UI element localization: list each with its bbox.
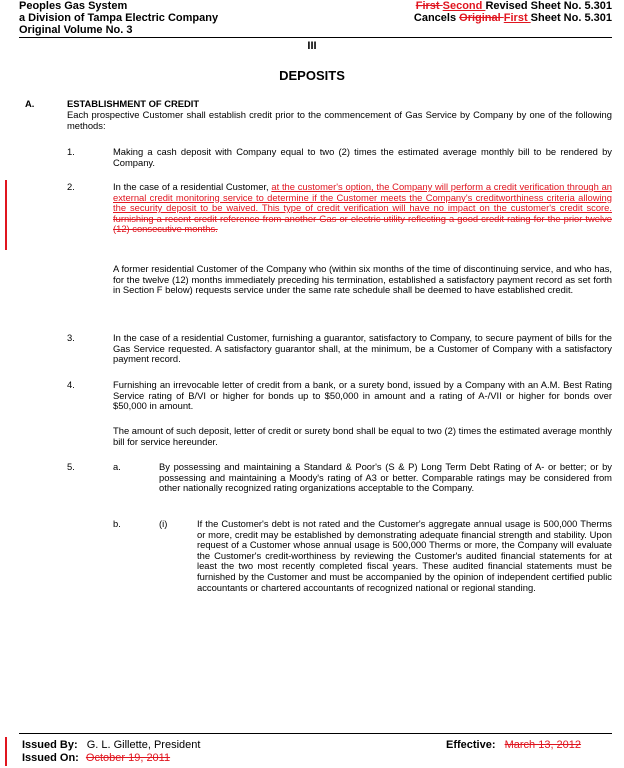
sheet-header <box>330 0 612 24</box>
item-2-former-customer: A former residential Customer of the Company who (within six months of the time of discontinuing service, and who has, for the twelve (12) months immediately preceding his termination, established a satisfactory payment record as set forth in Section F below) requests service under the same rate schedule shall be deemed to have established credit. <box>113 263 612 296</box>
deleted-text: March 13, 2012 <box>504 739 582 751</box>
revision-bar <box>5 737 7 766</box>
item-3-text: In the case of a residential Customer, furnishing a guarantor, satisfactory to Company, to secure payment of bills for the Gas Service requested. A satisfactory guarantor shall, at the minimum, be a Customer of Company with a satisfactory payment record. <box>113 332 612 365</box>
revision-bar <box>5 180 7 250</box>
revised-sheet-line: First Second Revised Sheet No. 5.301 <box>415 0 612 12</box>
subitem-label: a. <box>113 461 121 472</box>
section-roman: III <box>307 40 317 52</box>
item-2-text: In the case of a residential Customer, at the customer's option, the Company will perform a credit verification through an external credit monitoring service to determine if the Customer meets the Company's creditworthiness criteria allowing the security deposit to be waived. This type of credit verification will have no impact on the customer's credit score. furnishing a recent credit reference from another Gas or electric utility reflecting a good credit rating for the prior twelve (12) consecutive months. <box>113 181 613 235</box>
header-rule <box>19 37 612 38</box>
inserted-text: Second <box>442 0 486 12</box>
subitem-label: b. <box>113 518 121 529</box>
section-letter: A. <box>25 98 35 109</box>
company-division: a Division of Tampa Electric Company <box>19 12 219 24</box>
item-number: 1. <box>67 146 75 157</box>
company-name: Peoples Gas System <box>19 0 128 12</box>
inserted-text: at the customer's option, the Company will perform a credit verification through an external credit monitoring service to determine if the Customer meets the Company's creditworthiness criteria allowing the security deposit to be waived. This type of credit verification will have no impact on the customer's credit score. <box>113 181 613 214</box>
inserted-text: First <box>503 12 531 24</box>
item-number: 2. <box>67 181 75 192</box>
item-number: 3. <box>67 332 75 343</box>
deleted-text: October 19, 2011 <box>85 752 171 764</box>
item-5b-text: If the Customer's debt is not rated and the Customer's aggregate annual usage is 500,000 Therms or more, credit may be established by demonstrating adequate financial strength and stability. Upon request of a Customer whose annual usage is 500,000 Therms or more, the Company will evaluate the Customer's credit-worthiness by reviewing the Customer's audited financial statements for at least the two most recently completed fiscal years. These audited financial statements must be furnished by the Customer and must be accompanied by the opinion of independent certified public accountants or chartered accountants of recognized national or regional standing. <box>197 518 612 593</box>
page-title: DEPOSITS <box>279 68 345 83</box>
item-number: 5. <box>67 461 75 472</box>
company-header <box>19 0 299 36</box>
footer-rule <box>19 733 612 734</box>
section-heading: ESTABLISHMENT OF CREDIT <box>67 98 200 109</box>
item-number: 4. <box>67 379 75 390</box>
deleted-text: First <box>415 0 443 12</box>
deleted-text: Original <box>459 12 504 24</box>
item-5a-text: By possessing and maintaining a Standard & Poor's (S & P) Long Term Debt Rating of A- or better; or by possessing and maintaining a Moody's rating of A3 or better. Comparable ratings may be considered from other nationally recognized rating organizations acceptable to the Company. <box>159 461 612 494</box>
deleted-text: furnishing a recent credit reference from another Gas or electric utility reflecting a good credit rating for the prior twelve (12) consecutive months. <box>113 212 612 235</box>
item-4-text: Furnishing an irrevocable letter of credit from a bank, or a surety bond, issued by a Company with an A.M. Best Rating Service rating of B/VI or higher for bonds up to $50,000 in amount and a rating of A-/VII or higher for bonds over $50,000 in amount. <box>113 379 612 412</box>
cancels-sheet-line: Cancels Original First Sheet No. 5.301 <box>413 12 612 24</box>
issued-by: Issued By: G. L. Gillette, President <box>22 739 201 751</box>
item-1-text: Making a cash deposit with Company equal to two (2) times the estimated average monthly bill to be rendered by Company. <box>113 146 612 168</box>
subitem-roman: (i) <box>159 518 168 529</box>
volume-label: Original Volume No. 3 <box>19 24 133 36</box>
issued-on: Issued On: October 19, 2011 <box>22 752 171 764</box>
item-4-amount: The amount of such deposit, letter of credit or surety bond shall be equal to two (2) times the estimated average monthly bill for service hereunder. <box>113 425 612 447</box>
section-intro: Each prospective Customer shall establish credit prior to the commencement of Gas Service by Company by one of the following methods: <box>67 109 612 131</box>
effective-date: Effective: March 13, 2012 <box>446 739 582 751</box>
